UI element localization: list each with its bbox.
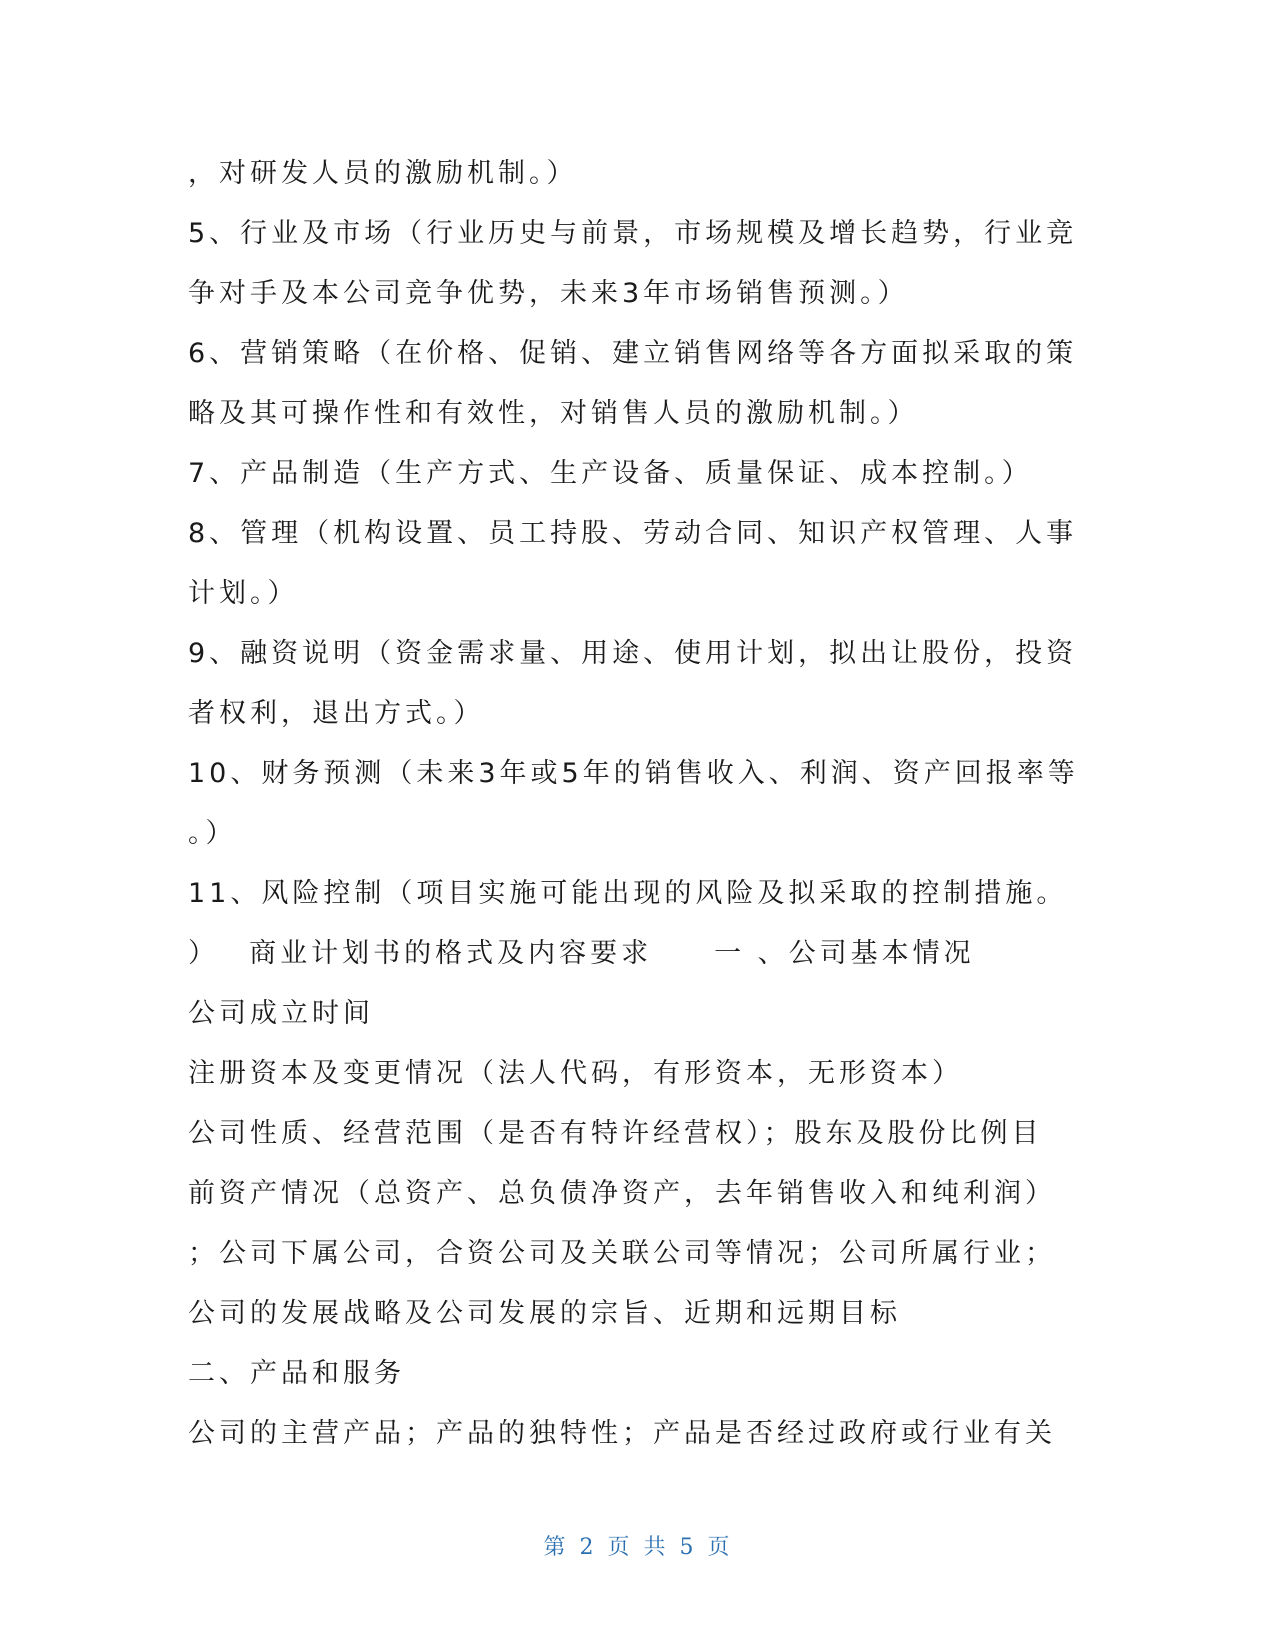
text-line: 5、行业及市场（行业历史与前景，市场规模及增长趋势，行业竞: [188, 218, 1078, 249]
text-line: 公司性质、经营范围（是否有特许经营权）；股东及股份比例目: [188, 1118, 1043, 1149]
text-line: ；公司下属公司，合资公司及关联公司等情况；公司所属行业；: [188, 1238, 1056, 1269]
text-line: ，对研发人员的激励机制。）: [188, 158, 578, 189]
footer-total-label: 共: [643, 1535, 668, 1560]
document-body: [188, 144, 1088, 1464]
text-line: 略及其可操作性和有效性，对销售人员的激励机制。）: [188, 398, 919, 429]
text-line: 争对手及本公司竞争优势，未来3年市场销售预测。）: [188, 278, 909, 309]
text-line: 公司成立时间: [188, 998, 374, 1029]
text-line: 前资产情况（总资产、总负债净资产，去年销售收入和纯利润）: [188, 1178, 1056, 1209]
text-line: 公司的主营产品；产品的独特性；产品是否经过政府或行业有关: [188, 1418, 1056, 1449]
text-line: 计划。）: [188, 578, 299, 609]
footer-total-pages: 5: [679, 1535, 696, 1560]
text-line: 。）: [188, 818, 237, 849]
text-line: 11、风险控制（项目实施可能出现的风险及拟采取的控制措施。: [188, 878, 1068, 909]
footer-suffix: 页: [707, 1535, 732, 1560]
text-line: 9、融资说明（资金需求量、用途、使用计划，拟出让股份，投资: [188, 638, 1078, 669]
text-line: 注册资本及变更情况（法人代码，有形资本，无形资本）: [188, 1058, 963, 1089]
text-line: 6、营销策略（在价格、促销、建立销售网络等各方面拟采取的策: [188, 338, 1078, 369]
text-line: 8、管理（机构设置、员工持股、劳动合同、知识产权管理、人事: [188, 518, 1078, 549]
page-footer: [0, 1530, 1275, 1561]
text-line: 7、产品制造（生产方式、生产设备、质量保证、成本控制。）: [188, 458, 1033, 489]
footer-middle: 页: [607, 1535, 632, 1560]
text-line: 公司的发展战略及公司发展的宗旨、近期和远期目标: [188, 1298, 901, 1329]
footer-prefix: 第: [543, 1535, 568, 1560]
footer-page-number: 2: [579, 1535, 596, 1560]
text-line: 10、财务预测（未来3年或5年的销售收入、利润、资产回报率等: [188, 758, 1079, 789]
text-line: ） 商业计划书的格式及内容要求 一 、公司基本情况: [188, 938, 975, 969]
text-line: 者权利，退出方式。）: [188, 698, 485, 729]
text-line: 二、产品和服务: [188, 1358, 405, 1389]
